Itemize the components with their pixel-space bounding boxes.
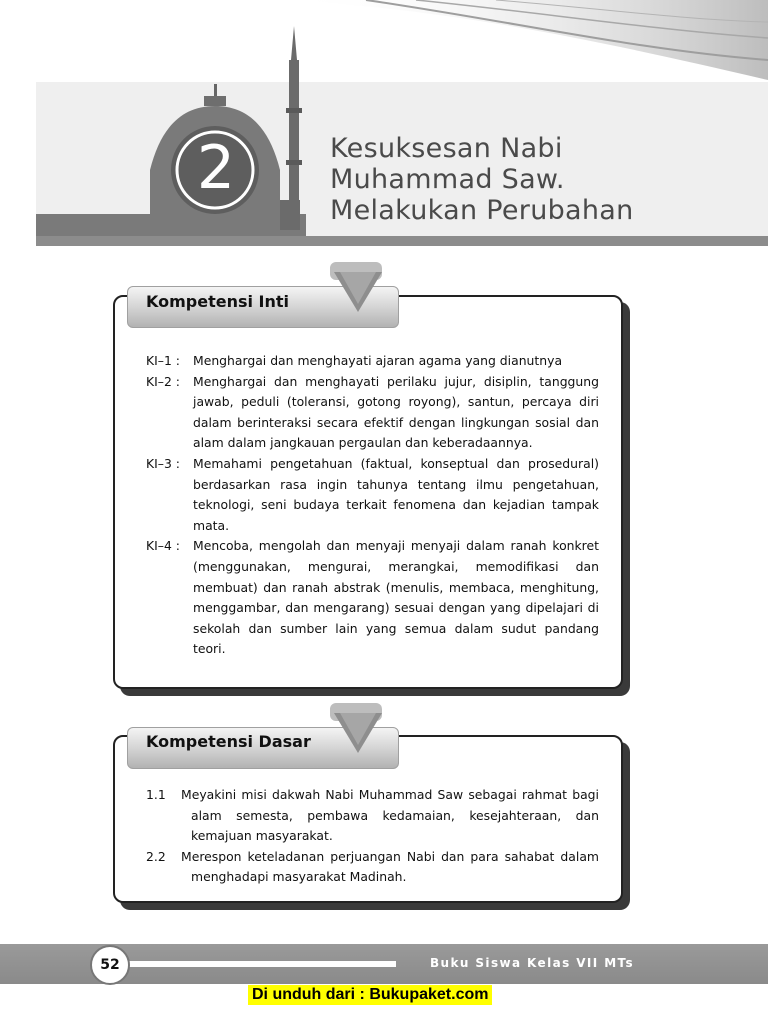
page-number: 52 bbox=[90, 945, 130, 985]
list-item bbox=[146, 847, 599, 888]
list-item bbox=[146, 372, 599, 454]
item-text: Menghargai dan menghayati ajaran agama yang dianutnya bbox=[193, 353, 563, 368]
chevron-down-icon bbox=[326, 262, 388, 316]
footer-line bbox=[100, 961, 396, 967]
kompetensi-inti-heading: Kompetensi Inti bbox=[146, 292, 290, 311]
item-code: KI–1 : bbox=[146, 353, 180, 368]
download-note: Di unduh dari : Bukupaket.com bbox=[248, 985, 492, 1005]
header-divider bbox=[36, 236, 768, 246]
list-item bbox=[146, 785, 599, 847]
kompetensi-dasar-list bbox=[146, 785, 599, 888]
item-text: Merespon keteladanan perjuangan Nabi dan para sahabat dalam menghadapi masyarakat Madinah. bbox=[181, 848, 599, 885]
list-item bbox=[146, 454, 599, 536]
item-text: Mencoba, mengolah dan menyaji menyaji dalam ranah konkret (menggunakan, mengurai, merangkai, memodifikasi dan membuat) dan ranah abstrak (menulis, membaca, menghitung, menggambar, dan mengarang) sesuai dengan yang dipelajari di sekolah dan sumber lain yang semua dalam sudut pandang teori. bbox=[193, 538, 599, 657]
chevron-down-icon bbox=[326, 703, 388, 757]
list-item bbox=[146, 351, 599, 372]
kompetensi-inti-list bbox=[146, 351, 599, 660]
item-code: 1.1 bbox=[146, 787, 166, 802]
kompetensi-dasar-heading: Kompetensi Dasar bbox=[146, 732, 311, 751]
chapter-title: Kesuksesan Nabi Muhammad Saw. Melakukan Perubahan bbox=[330, 133, 634, 226]
item-code: KI–2 : bbox=[146, 373, 180, 389]
list-item bbox=[146, 536, 599, 660]
item-code: KI–4 : bbox=[146, 538, 180, 554]
item-text: Memahami pengetahuan (faktual, konseptual dan prosedural) berdasarkan rasa ingin tahunya tentang ilmu pengetahuan, teknologi, seni budaya terkait fenomena dan kejadian tampak mata. bbox=[193, 455, 599, 533]
chapter-number: 2 bbox=[196, 133, 236, 203]
item-code: KI–3 : bbox=[146, 455, 180, 471]
item-text: Menghargai dan menghayati perilaku jujur, disiplin, tanggung jawab, peduli (toleransi, gotong royong), santun, percaya diri dalam berinteraksi secara efektif dengan lingkungan sosial dan alam dalam jangkauan pergaulan dan keberadaannya. bbox=[193, 373, 599, 451]
book-title: Buku Siswa Kelas VII MTs bbox=[430, 956, 635, 970]
item-text: Meyakini misi dakwah Nabi Muhammad Saw sebagai rahmat bagi alam semesta, pembawa kedamaian, kesejahteraan, dan kemajuan masyarakat. bbox=[181, 787, 599, 844]
item-code: 2.2 bbox=[146, 848, 166, 864]
